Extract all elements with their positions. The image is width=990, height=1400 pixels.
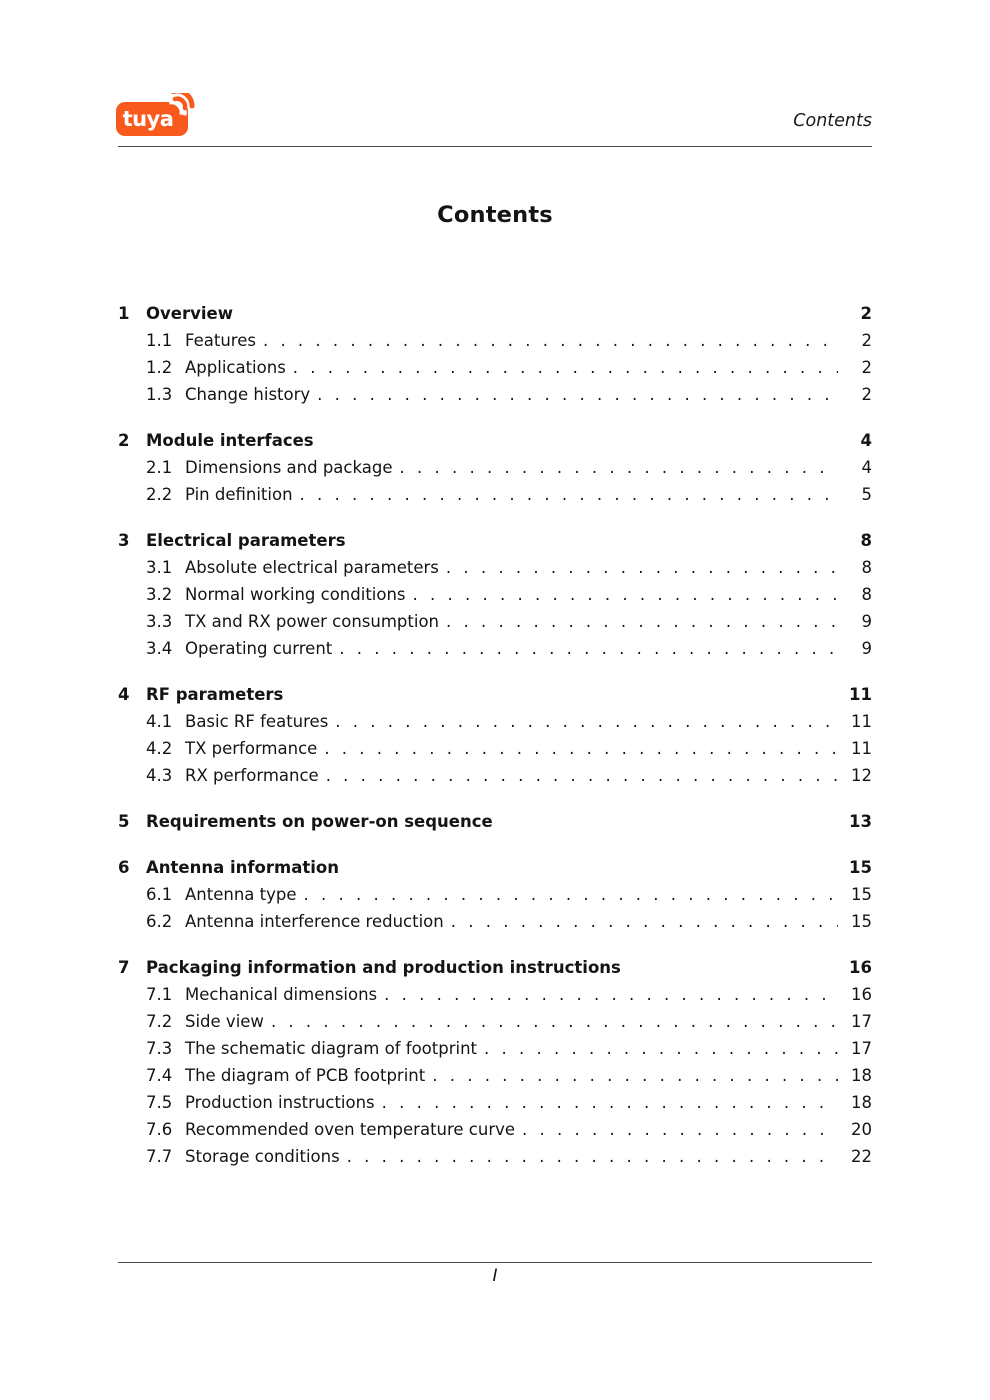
dot-leader — [446, 554, 838, 581]
section-number: 1.1 — [146, 331, 173, 350]
toc-chapter-row[interactable] — [118, 954, 872, 981]
section-number: 6.2 — [146, 912, 173, 931]
section-number: 1.2 — [146, 358, 173, 377]
page-number: 9 — [861, 612, 872, 631]
page-number: 15 — [851, 885, 872, 904]
toc-entry-row[interactable] — [118, 554, 872, 581]
dot-leader — [446, 608, 838, 635]
section-title: The diagram of PCB footprint — [185, 1066, 426, 1085]
dot-leader — [400, 454, 839, 481]
dot-leader — [339, 635, 838, 662]
section-number: 7.1 — [146, 985, 173, 1004]
page-number: 11 — [849, 685, 872, 704]
section-title: TX and RX power consumption — [185, 612, 440, 631]
page-number: 2 — [861, 358, 872, 377]
dot-leader — [484, 1035, 838, 1062]
toc-entry-row[interactable] — [118, 762, 872, 789]
section-title: Requirements on power-on sequence — [146, 812, 493, 831]
section-title: Dimensions and package — [185, 458, 393, 477]
section-title: Mechanical dimensions — [185, 985, 378, 1004]
section-number: 6 — [118, 858, 130, 877]
tuya-logo-graphic — [116, 93, 208, 141]
section-number: 4.2 — [146, 739, 173, 758]
page-number: 4 — [861, 458, 872, 477]
section-title: Module interfaces — [146, 431, 314, 450]
dot-leader — [304, 881, 839, 908]
section-number: 4.1 — [146, 712, 173, 731]
page-number: 17 — [851, 1039, 872, 1058]
page-number: 2 — [861, 385, 872, 404]
section-number: 7.4 — [146, 1066, 173, 1085]
toc-entry-row[interactable] — [118, 881, 872, 908]
page-number: 16 — [849, 958, 872, 977]
toc-entry-row[interactable] — [118, 381, 872, 408]
toc-entry-row[interactable] — [118, 481, 872, 508]
section-number: 7 — [118, 958, 130, 977]
page-number: 16 — [851, 985, 872, 1004]
toc-entry-row[interactable] — [118, 1116, 872, 1143]
page-number: 18 — [851, 1066, 872, 1085]
section-number: 7.6 — [146, 1120, 173, 1139]
section-title: Antenna type — [185, 885, 297, 904]
page-number: 4 — [860, 431, 872, 450]
section-title: Operating current — [185, 639, 333, 658]
toc-entry-row[interactable] — [118, 1008, 872, 1035]
page-number: 2 — [861, 331, 872, 350]
section-title: The schematic diagram of footprint — [185, 1039, 478, 1058]
section-number: 4.3 — [146, 766, 173, 785]
page-title: Contents — [437, 202, 553, 228]
page-number: 15 — [851, 912, 872, 931]
section-number: 3 — [118, 531, 130, 550]
header-divider — [118, 146, 872, 147]
section-number: 1 — [118, 304, 130, 323]
toc-chapter-row[interactable] — [118, 808, 872, 835]
toc-entry-row[interactable] — [118, 708, 872, 735]
section-title: Packaging information and production instructions — [146, 958, 621, 977]
dot-leader — [324, 735, 838, 762]
section-number: 3.4 — [146, 639, 173, 658]
section-title: Applications — [185, 358, 286, 377]
section-title: Basic RF features — [185, 712, 329, 731]
dot-leader — [271, 1008, 838, 1035]
section-number: 4 — [118, 685, 130, 704]
toc — [118, 300, 872, 1170]
section-number: 3.2 — [146, 585, 173, 604]
section-title: RX performance — [185, 766, 319, 785]
page-number: 13 — [849, 812, 872, 831]
toc-entry-row[interactable] — [118, 608, 872, 635]
section-number: 3.1 — [146, 558, 173, 577]
section-title: Pin definition — [185, 485, 293, 504]
page-number: 11 — [851, 712, 872, 731]
toc-chapter-row[interactable] — [118, 427, 872, 454]
page-number: 8 — [861, 585, 872, 604]
dot-leader — [300, 481, 838, 508]
section-title: Antenna interference reduction — [185, 912, 444, 931]
dot-leader — [317, 381, 838, 408]
section-title: TX performance — [185, 739, 318, 758]
dot-leader — [413, 581, 838, 608]
dot-leader — [432, 1062, 838, 1089]
toc-entry-row[interactable] — [118, 908, 872, 935]
page-number: 8 — [861, 558, 872, 577]
section-title: Electrical parameters — [146, 531, 346, 550]
tuya-logo — [116, 93, 208, 145]
toc-entry-row[interactable] — [118, 1035, 872, 1062]
section-title: Overview — [146, 304, 233, 323]
toc-entry-row[interactable] — [118, 327, 872, 354]
toc-entry-row[interactable] — [118, 1062, 872, 1089]
toc-entry-row[interactable] — [118, 635, 872, 662]
section-title: Storage conditions — [185, 1147, 340, 1166]
toc-entry-row[interactable] — [118, 1089, 872, 1116]
section-number: 7.2 — [146, 1012, 173, 1031]
page-number: 5 — [861, 485, 872, 504]
dot-leader — [326, 762, 838, 789]
section-title: RF parameters — [146, 685, 284, 704]
page-number: 11 — [851, 739, 872, 758]
dot-leader — [382, 1089, 838, 1116]
page-number: 8 — [860, 531, 872, 550]
section-number: 5 — [118, 812, 130, 831]
page-number: 2 — [860, 304, 872, 323]
section-title: Change history — [185, 385, 311, 404]
section-number: 7.7 — [146, 1147, 173, 1166]
footer-page-number: I — [492, 1266, 498, 1286]
dot-leader — [384, 981, 838, 1008]
toc-entry-row[interactable] — [118, 735, 872, 762]
toc-chapter-row[interactable] — [118, 854, 872, 881]
section-title: Antenna information — [146, 858, 339, 877]
dot-leader — [335, 708, 838, 735]
section-number: 3.3 — [146, 612, 173, 631]
page-number: 17 — [851, 1012, 872, 1031]
section-title: Side view — [185, 1012, 264, 1031]
page-number: 20 — [851, 1120, 872, 1139]
running-header-section: Contents — [793, 111, 872, 131]
dot-leader — [263, 327, 838, 354]
section-title: Recommended oven temperature curve — [185, 1120, 516, 1139]
section-title: Normal working conditions — [185, 585, 406, 604]
section-title: Features — [185, 331, 256, 350]
section-title: Absolute electrical parameters — [185, 558, 439, 577]
page-number: 22 — [851, 1147, 872, 1166]
dot-leader — [293, 354, 838, 381]
page-number: 18 — [851, 1093, 872, 1112]
page-number: 9 — [861, 639, 872, 658]
toc-entry-row[interactable] — [118, 1143, 872, 1170]
section-number: 2 — [118, 431, 130, 450]
logo-wordmark: tuya — [122, 107, 174, 131]
page-number: 15 — [849, 858, 872, 877]
section-number: 1.3 — [146, 385, 173, 404]
section-number: 7.3 — [146, 1039, 173, 1058]
toc-entry-row[interactable] — [118, 581, 872, 608]
section-number: 6.1 — [146, 885, 173, 904]
section-number: 2.2 — [146, 485, 173, 504]
footer-divider — [118, 1262, 872, 1263]
section-title: Production instructions — [185, 1093, 375, 1112]
toc-chapter-row[interactable] — [118, 527, 872, 554]
toc-entry-row[interactable] — [118, 454, 872, 481]
dot-leader — [451, 908, 838, 935]
toc-chapter-row[interactable] — [118, 681, 872, 708]
toc-entry-row[interactable] — [118, 981, 872, 1008]
toc-entry-row[interactable] — [118, 354, 872, 381]
page-number: 12 — [851, 766, 872, 785]
dot-leader — [522, 1116, 838, 1143]
section-number: 2.1 — [146, 458, 173, 477]
section-number: 7.5 — [146, 1093, 173, 1112]
dot-leader — [347, 1143, 838, 1170]
toc-chapter-row[interactable] — [118, 300, 872, 327]
